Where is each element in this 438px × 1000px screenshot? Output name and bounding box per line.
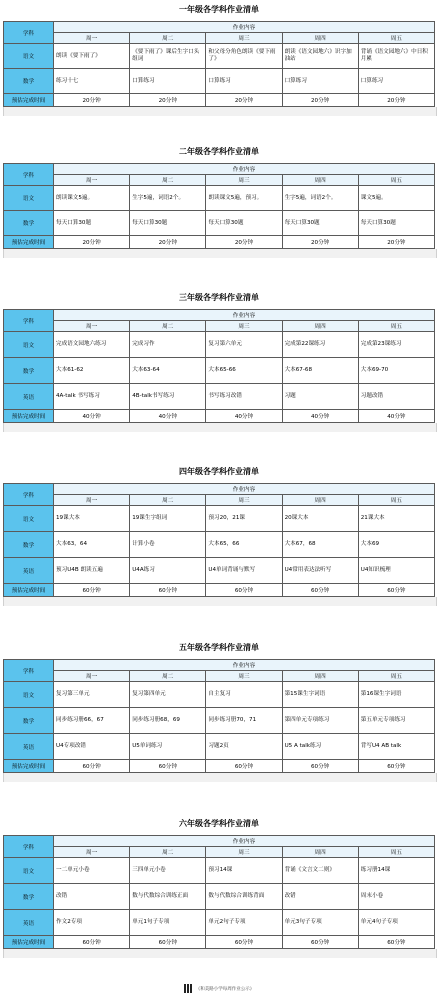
day-header: 周五 [358,33,434,44]
homework-cell: 单元4句子专项 [358,910,434,936]
eta-row [4,584,435,597]
eta-row [4,410,435,423]
subject-row [4,358,435,384]
eta-label: 预估完成时间 [4,236,54,249]
subject-row [4,910,435,936]
homework-cell: 改错 [54,884,130,910]
homework-cell: 数与代数综合训练正面 [130,884,206,910]
homework-cell: 完成习作 [130,332,206,358]
day-header: 周一 [54,321,130,332]
homework-cell: 口算练习 [130,69,206,94]
eta-row [4,936,435,949]
subject-label: 语文 [4,858,54,884]
eta-label: 预估完成时间 [4,760,54,773]
subject-header: 学科 [4,310,54,332]
day-header: 周五 [358,847,434,858]
subject-header: 学科 [4,164,54,186]
section-spacer [3,949,437,958]
eta-value: 60分钟 [282,760,358,773]
eta-value: 60分钟 [282,936,358,949]
homework-cell: 习题2页 [206,734,282,760]
grade-section [3,4,435,116]
homework-cell: 完成语文园地六练习 [54,332,130,358]
section-spacer [3,249,437,258]
subject-row [4,44,435,69]
subject-header: 学科 [4,836,54,858]
homework-cell: 三四单元小卷 [130,858,206,884]
day-header: 周一 [54,495,130,506]
homework-cell: U4知识梳理 [358,558,434,584]
eta-value: 20分钟 [206,94,282,107]
homework-cell: 背写U4 AB talk [358,734,434,760]
subject-row [4,708,435,734]
eta-value: 60分钟 [130,760,206,773]
homework-cell: 大本65，66 [206,532,282,558]
homework-cell: 第16课生字词语 [358,682,434,708]
homework-cell: 每天口算30题 [130,211,206,236]
content-header: 作业内容 [54,310,435,321]
homework-table [3,163,435,249]
section-title: 六年级各学科作业清单 [179,819,259,828]
subject-label: 数学 [4,69,54,94]
eta-value: 20分钟 [282,236,358,249]
grade-section [3,642,435,782]
subject-row [4,211,435,236]
homework-cell: 口算练习 [282,69,358,94]
homework-cell: 每天口算30题 [282,211,358,236]
homework-cell: 同步练习册70，71 [206,708,282,734]
eta-value: 60分钟 [206,936,282,949]
eta-label: 预估完成时间 [4,936,54,949]
subject-header: 学科 [4,22,54,44]
subject-row [4,332,435,358]
subject-row [4,734,435,760]
subject-label: 数学 [4,211,54,236]
day-header: 周四 [282,847,358,858]
eta-value: 20分钟 [358,236,434,249]
homework-cell: 大本63-64 [130,358,206,384]
homework-cell: 第15课生字词语 [282,682,358,708]
day-header: 周二 [130,495,206,506]
homework-cell: U4常用表达法听写 [282,558,358,584]
subject-label: 语文 [4,186,54,211]
subject-row [4,384,435,410]
homework-cell: 4A-talk 书写练习 [54,384,130,410]
day-header: 周五 [358,175,434,186]
homework-cell: 和父母分角色朗读《要下雨了》 [206,44,282,69]
day-header: 周五 [358,671,434,682]
homework-cell: 一二单元小卷 [54,858,130,884]
homework-cell: 第五单元专项练习 [358,708,434,734]
eta-row [4,760,435,773]
homework-cell: 预习20，21课 [206,506,282,532]
section-spacer [3,107,437,116]
homework-cell: U4单词背诵与默写 [206,558,282,584]
eta-value: 40分钟 [54,410,130,423]
eta-value: 20分钟 [54,236,130,249]
homework-cell: 复习第四单元 [130,682,206,708]
homework-cell: 完成第23课练习 [358,332,434,358]
homework-cell: 自主复习 [206,682,282,708]
eta-value: 20分钟 [282,94,358,107]
subject-row [4,69,435,94]
homework-cell: 习题改错 [358,384,434,410]
homework-table [3,21,435,107]
day-header: 周二 [130,321,206,332]
homework-cell: 背诵《文言文二则》 [282,858,358,884]
homework-cell: 预习14课 [206,858,282,884]
subject-row [4,858,435,884]
day-header: 周三 [206,495,282,506]
day-header: 周四 [282,321,358,332]
homework-cell: 生字5遍，词语2个。 [130,186,206,211]
subject-row [4,682,435,708]
day-header: 周二 [130,671,206,682]
day-header: 周三 [206,847,282,858]
homework-cell: 4B-talk书写练习 [130,384,206,410]
homework-cell: 19课生字组词 [130,506,206,532]
eta-value: 40分钟 [206,410,282,423]
eta-value: 20分钟 [130,236,206,249]
subject-row [4,558,435,584]
homework-table [3,835,435,949]
homework-cell: 朗读《要下雨了》 [54,44,130,69]
day-header: 周四 [282,671,358,682]
eta-value: 20分钟 [358,94,434,107]
homework-cell: 数与代数综合训练背面 [206,884,282,910]
section-spacer [3,597,437,606]
eta-label: 预估完成时间 [4,584,54,597]
homework-cell: 大本67-68 [282,358,358,384]
day-header: 周二 [130,33,206,44]
section-title: 五年级各学科作业清单 [179,643,259,652]
subject-label: 数学 [4,358,54,384]
subject-label: 语文 [4,506,54,532]
subject-label: 数学 [4,708,54,734]
homework-cell: 改错 [282,884,358,910]
homework-cell: 背诵《语文园地六》中日积月累 [358,44,434,69]
eta-value: 60分钟 [206,584,282,597]
homework-cell: 习题 [282,384,358,410]
eta-label: 预估完成时间 [4,94,54,107]
subject-row [4,532,435,558]
homework-cell: 复习第六单元 [206,332,282,358]
section-spacer [3,773,437,782]
subject-label: 英语 [4,734,54,760]
homework-table [3,483,435,597]
section-title: 二年级各学科作业清单 [179,147,259,156]
eta-value: 60分钟 [54,760,130,773]
day-header: 周四 [282,175,358,186]
subject-label: 数学 [4,532,54,558]
homework-cell: 第四单元专项练习 [282,708,358,734]
homework-cell: 练习十七 [54,69,130,94]
grade-section [3,292,435,432]
day-header: 周四 [282,33,358,44]
subject-header: 学科 [4,660,54,682]
homework-cell: 单元3句子专项 [282,910,358,936]
day-header: 周三 [206,671,282,682]
section-title: 四年级各学科作业清单 [179,467,259,476]
day-header: 周一 [54,175,130,186]
homework-cell: 大本63，64 [54,532,130,558]
grade-section [3,466,435,606]
day-header: 周一 [54,33,130,44]
subject-label: 英语 [4,384,54,410]
subject-label: 英语 [4,910,54,936]
footer-text: 《和美路小学每周作业公示》 [195,987,255,992]
homework-cell: 生字5遍，词语2个。 [282,186,358,211]
subject-row [4,186,435,211]
day-header: 周五 [358,321,434,332]
homework-cell: 书写练习改错 [206,384,282,410]
homework-cell: 20课大本 [282,506,358,532]
section-title: 三年级各学科作业清单 [179,293,259,302]
subject-label: 语文 [4,44,54,69]
homework-table [3,659,435,773]
eta-value: 60分钟 [130,584,206,597]
eta-value: 60分钟 [358,936,434,949]
eta-value: 20分钟 [54,94,130,107]
homework-cell: 大本69-70 [358,358,434,384]
subject-label: 数学 [4,884,54,910]
homework-cell: 朗读课文5遍。 [54,186,130,211]
homework-cell: 口算练习 [206,69,282,94]
homework-cell: 《要下雨了》课后生字口头组词 [130,44,206,69]
homework-cell: 每天口算30题 [358,211,434,236]
homework-cell: 同步练习册68，69 [130,708,206,734]
subject-row [4,506,435,532]
homework-cell: 大本67，68 [282,532,358,558]
eta-value: 40分钟 [282,410,358,423]
section-title: 一年级各学科作业清单 [179,5,259,14]
homework-cell: U4专项改错 [54,734,130,760]
eta-value: 40分钟 [358,410,434,423]
homework-cell: 作文2专项 [54,910,130,936]
day-header: 周一 [54,847,130,858]
eta-row [4,236,435,249]
homework-cell: 计算小卷 [130,532,206,558]
homework-cell: 每天口算30题 [206,211,282,236]
eta-value: 20分钟 [206,236,282,249]
footer [0,984,438,993]
subject-label: 语文 [4,332,54,358]
grade-section [3,818,435,958]
homework-cell: 朗读《语文园地六》识字加油站 [282,44,358,69]
eta-value: 60分钟 [206,760,282,773]
eta-value: 60分钟 [130,936,206,949]
homework-cell: 大本65-66 [206,358,282,384]
homework-cell: 单元2句子专项 [206,910,282,936]
homework-cell: 周末小卷 [358,884,434,910]
day-header: 周二 [130,847,206,858]
homework-cell: 大本61-62 [54,358,130,384]
homework-cell: U5单词练习 [130,734,206,760]
day-header: 周二 [130,175,206,186]
content-header: 作业内容 [54,836,435,847]
homework-cell: 口算练习 [358,69,434,94]
subject-label: 英语 [4,558,54,584]
eta-value: 60分钟 [358,584,434,597]
subject-header: 学科 [4,484,54,506]
homework-cell: 每天口算30题 [54,211,130,236]
eta-value: 40分钟 [130,410,206,423]
day-header: 周三 [206,175,282,186]
day-header: 周一 [54,671,130,682]
eta-value: 60分钟 [54,584,130,597]
content-header: 作业内容 [54,164,435,175]
day-header: 周四 [282,495,358,506]
section-spacer [3,423,437,432]
eta-value: 20分钟 [130,94,206,107]
homework-cell: 完成第22课练习 [282,332,358,358]
homework-cell: 练习册14课 [358,858,434,884]
homework-cell: 复习第三单元 [54,682,130,708]
day-header: 周五 [358,495,434,506]
content-header: 作业内容 [54,484,435,495]
homework-cell: U4A练习 [130,558,206,584]
eta-row [4,94,435,107]
homework-cell: 21课大本 [358,506,434,532]
qr-code-icon [184,984,193,993]
eta-value: 60分钟 [358,760,434,773]
homework-cell: U5 A talk练习 [282,734,358,760]
homework-cell: 大本69 [358,532,434,558]
content-header: 作业内容 [54,660,435,671]
day-header: 周三 [206,33,282,44]
homework-cell: 单元1句子专项 [130,910,206,936]
eta-value: 60分钟 [54,936,130,949]
grade-section [3,146,435,258]
content-header: 作业内容 [54,22,435,33]
subject-label: 语文 [4,682,54,708]
homework-cell: 课文5遍。 [358,186,434,211]
homework-cell: 19课大本 [54,506,130,532]
eta-label: 预估完成时间 [4,410,54,423]
homework-cell: 预习U4B 朗读五遍 [54,558,130,584]
subject-row [4,884,435,910]
eta-value: 60分钟 [282,584,358,597]
homework-table [3,309,435,423]
homework-cell: 朗读课文5遍，预习。 [206,186,282,211]
homework-cell: 同步练习册66，67 [54,708,130,734]
day-header: 周三 [206,321,282,332]
